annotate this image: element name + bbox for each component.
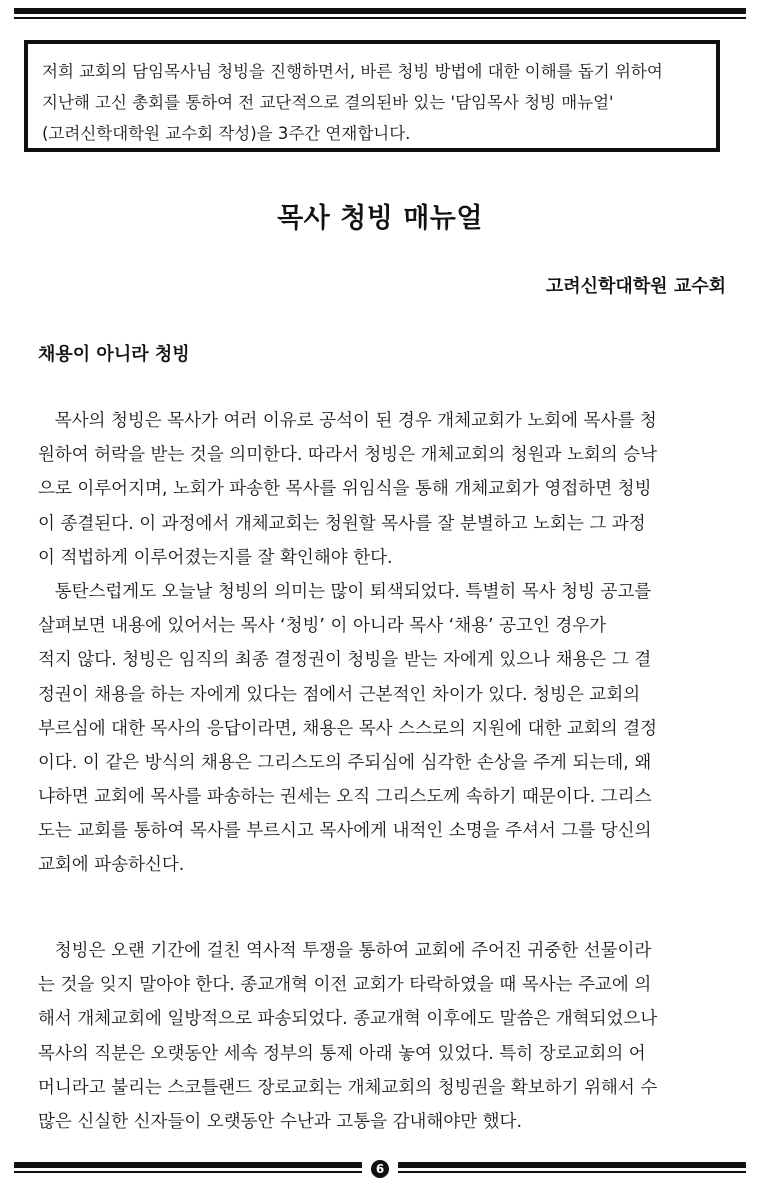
- text-line: 살펴보면 내용에 있어서는 목사 ‘청빙’ 이 아니라 목사 ‘채용’ 공고인 경우가: [38, 616, 607, 637]
- top-rule: [14, 8, 746, 19]
- text-line: 목사의 청빙은 목사가 여러 이유로 공석이 된 경우 개체교회가 노회에 목사를 청: [38, 411, 657, 431]
- bottom-rule-right-thin: [398, 1171, 746, 1173]
- text-line: 으로 이루어지며, 노회가 파송한 목사를 위임식을 통해 개체교회가 영접하면 청빙: [38, 479, 652, 500]
- bottom-rule-right: [398, 1162, 746, 1168]
- paragraph-1: [38, 404, 728, 883]
- text-line: 머니라고 불리는 스코틀랜드 장로교회는 개체교회의 청빙권을 확보하기 위해서 수: [38, 1077, 658, 1098]
- top-rule-thick: [14, 8, 746, 14]
- paragraph-2: [38, 934, 728, 1139]
- text-line: 이 적법하게 이루어졌는지를 잘 확인해야 한다.: [38, 547, 393, 568]
- author: 고려신학대학원 교수회: [545, 276, 726, 297]
- notice-line: 저희 교회의 담임목사님 청빙을 진행하면서, 바른 청빙 방법에 대한 이해를 돕기 위하여: [42, 62, 663, 81]
- text-line: 도는 교회를 통하여 목사를 부르시고 목사에게 내적인 소명을 주셔서 그를 당신의: [38, 821, 652, 842]
- notice-line: 지난해 고신 총회를 통하여 전 교단적으로 결의된바 있는 '담임목사 청빙 매뉴얼': [42, 93, 614, 112]
- text-line: 해서 개체교회에 일방적으로 파송되었다. 종교개혁 이후에도 말씀은 개혁되었으나: [38, 1009, 658, 1030]
- page-number: 6: [371, 1160, 389, 1178]
- text-line: 통탄스럽게도 오늘날 청빙의 의미는 많이 퇴색되었다. 특별히 목사 청빙 공고를: [38, 581, 652, 602]
- notice-line: (고려신학대학원 교수회 작성)을 3주간 연재합니다.: [42, 124, 411, 143]
- notice-box: [24, 40, 720, 152]
- text-line: 정권이 채용을 하는 자에게 있다는 점에서 근본적인 차이가 있다. 청빙은 교회의: [38, 684, 641, 705]
- bottom-rule: [14, 1162, 746, 1176]
- text-line: 냐하면 교회에 목사를 파송하는 권세는 오직 그리스도께 속하기 때문이다. 그리스: [38, 787, 652, 808]
- text-line: 청빙은 오랜 기간에 걸친 역사적 투쟁을 통하여 교회에 주어진 귀중한 선물이라: [38, 941, 652, 961]
- text-line: 는 것을 잊지 말아야 한다. 종교개혁 이전 교회가 타락하였을 때 목사는 주교에 의: [38, 975, 652, 996]
- text-line: 목사의 직분은 오랫동안 세속 정부의 통제 아래 놓여 있었다. 특히 장로교회의 어: [38, 1043, 646, 1064]
- text-line: 교회에 파송하신다.: [38, 855, 185, 876]
- text-line: 부르심에 대한 목사의 응답이라면, 채용은 목사 스스로의 지원에 대한 교회의 결정: [38, 718, 658, 739]
- text-line: 많은 신실한 신자들이 오랫동안 수난과 고통을 감내해야만 했다.: [38, 1111, 523, 1132]
- text-line: 이 종결된다. 이 과정에서 개체교회는 청원할 목사를 잘 분별하고 노회는 그 과정: [38, 513, 646, 534]
- bottom-rule-left: [14, 1162, 362, 1168]
- top-rule-thin: [14, 17, 746, 19]
- text-line: 적지 않다. 청빙은 임직의 최종 결정권이 청빙을 받는 자에게 있으나 채용은 그 결: [38, 650, 652, 671]
- text-line: 이다. 이 같은 방식의 채용은 그리스도의 주되심에 심각한 손상을 주게 되는데, 왜: [38, 752, 652, 773]
- page-title: 목사 청빙 매뉴얼: [277, 203, 483, 234]
- section-heading: 채용이 아니라 청빙: [38, 344, 190, 365]
- text-line: 원하여 허락을 받는 것을 의미한다. 따라서 청빙은 개체교회의 청원과 노회의 승낙: [38, 445, 658, 466]
- bottom-rule-left-thin: [14, 1171, 362, 1173]
